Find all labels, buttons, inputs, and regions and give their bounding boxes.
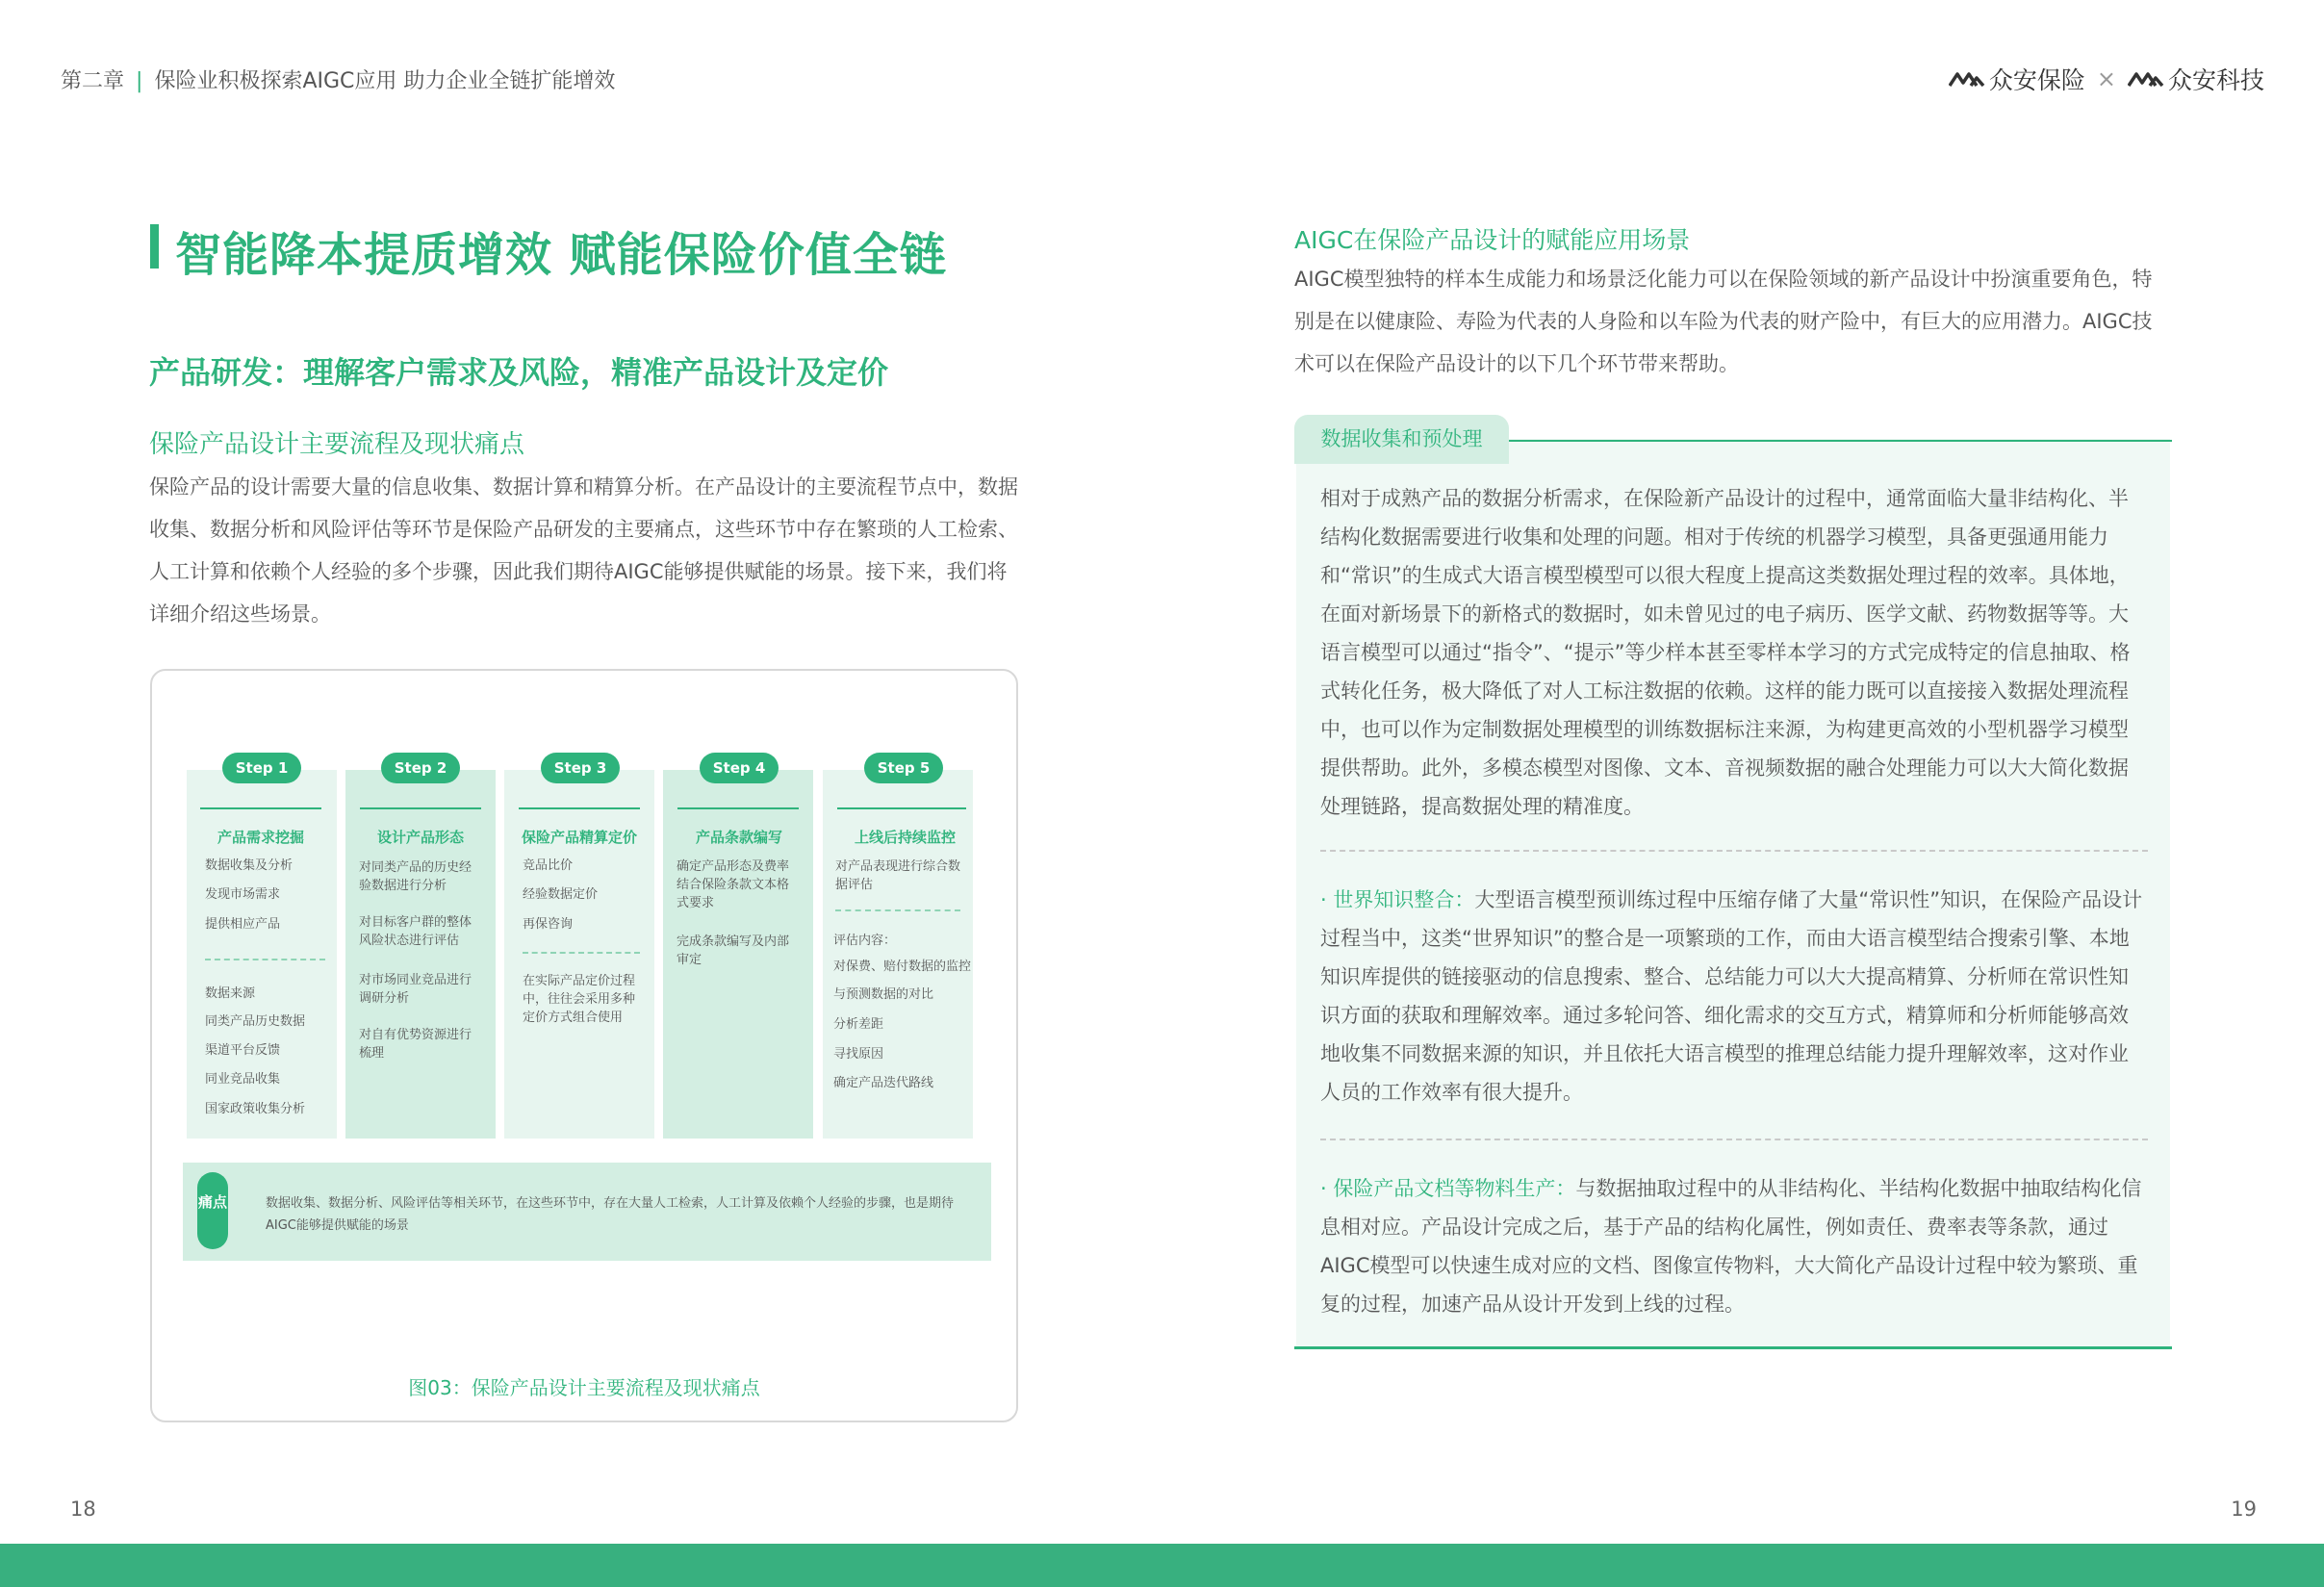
- right-intro-paragraph: AIGC模型独特的样本生成能力和场景泛化能力可以在保险领域的新产品设计中扮演重要角色，特别是在以健康险、寿险为代表的人身险和以车险为代表的财产险中，有巨大的应用潜力。AIGC技术可以在保险产品设计的以下几个环节带来帮助。: [1294, 268, 2153, 375]
- zhongan-logo-icon: [1949, 68, 1985, 90]
- step-1-divider: [200, 807, 321, 809]
- step-5-title: 上线后持续监控: [855, 829, 957, 846]
- logo-cross: ×: [2096, 65, 2116, 92]
- step-1-item: 数据来源: [205, 986, 256, 1001]
- step-3-item: 再保咨询: [523, 917, 574, 932]
- step-2-item: 对市场同业竞品进行调研分析: [359, 973, 472, 1006]
- step-column-3: [504, 770, 654, 1139]
- data-collection-paragraph: 相对于成熟产品的数据分析需求，在保险新产品设计的过程中，通常面临大量非结构化、半结构化数据需要进行收集和处理的问题。相对于传统的机器学习模型，具备更强通用能力和“常识”的生成式大语言模型模型可以很大程度上提高这类数据处理过程的效率。具体地，在面对新场景下的新格式的数据时，如未曾见过的电子病历、医学文献、药物数据等等。大语言模型可以通过“指令”、“提示”等少样本甚至零样本学习的方式完成特定的信息抽取、格式转化任务，极大降低了对人工标注数据的依赖。这样的能力既可以直接接入数据处理流程中，也可以作为定制数据处理模型的训练数据标注来源，为构建更高效的小型机器学习模型提供帮助。此外，多模态模型对图像、文本、音视频数据的融合处理能力可以大大简化数据处理链路，提高数据处理的精准度。: [1320, 487, 2131, 818]
- step-2-item: 对自有优势资源进行梳理: [359, 1028, 472, 1061]
- step-5-item: 确定产品迭代路线: [833, 1076, 934, 1090]
- chapter-label: 第二章: [61, 69, 125, 93]
- step-1-item: 发现市场需求: [205, 887, 281, 902]
- logo-tech-text: 众安科技: [2167, 66, 2264, 94]
- step-1-item: 同业竞品收集: [205, 1072, 281, 1087]
- document-production-paragraph: [1320, 1169, 2148, 1323]
- step-4-item: 完成条款编写及内部审定: [677, 934, 790, 967]
- dashed-separator: [1320, 1139, 2148, 1140]
- step-5-divider: [837, 807, 966, 809]
- footer-band: [0, 1544, 2324, 1587]
- step-1-item: 渠道平台反馈: [205, 1043, 281, 1058]
- pain-point-text: 数据收集、数据分析、风险评估等相关环节，在这些环节中，存在大量人工检索，人工计算及依赖个人经验的步骤，也是期待AIGC能够提供赋能的场景: [266, 1196, 955, 1233]
- step-5-item: 与预测数据的对比: [833, 987, 934, 1002]
- left-paragraph: 保险产品的设计需要大量的信息收集、数据计算和精算分析。在产品设计的主要流程节点中，数据收集、数据分析和风险评估等环节是保险产品研发的主要痛点，这些环节中存在繁琐的人工检索、人工计算和依赖个人经验的多个步骤，因此我们期待AIGC能够提供赋能的场景。接下来，我们将详细介绍这些场景。: [149, 475, 1018, 626]
- step-2-item: 对同类产品的历史经验数据进行分析: [359, 860, 472, 893]
- step-3-item: 经验数据定价: [523, 887, 599, 902]
- step-5-item: 分析差距: [833, 1017, 884, 1032]
- step-4-title: 产品条款编写: [696, 829, 783, 846]
- step-3-item: 在实际产品定价过程中，往往会采用多种定价方式组合使用: [523, 974, 636, 1025]
- step-5-item: 对保费、赔付数据的监控: [833, 960, 972, 974]
- document-production-text: 与数据抽取过程中的从非结构化、半结构化数据中抽取结构化信息相对应。产品设计完成之后，基于产品的结构化属性，例如责任、费率表等条款，通过AIGC模型可以快速生成对应的文档、图像宣传物料，大大简化产品设计过程中较为繁琐、重复的过程，加速产品从设计开发到上线的过程。: [1320, 1177, 2142, 1316]
- world-knowledge-heading: · 世界知识整合：: [1320, 888, 1475, 911]
- figure-caption: 图03：保险产品设计主要流程及现状痛点: [408, 1376, 760, 1399]
- step-5-dashed-divider: [835, 909, 960, 911]
- step-2-divider: [360, 807, 481, 809]
- pain-point-badge: 痛点: [197, 1172, 228, 1249]
- step-2-pill: Step 2: [381, 753, 460, 783]
- document-production-heading: · 保险产品文档等物料生产：: [1320, 1177, 1576, 1200]
- brand-logos: [1949, 62, 2264, 96]
- world-knowledge-text: 大型语言模型预训练过程中压缩存储了大量“常识性”知识，在保险产品设计过程当中，这类“世界知识”的整合是一项繁琐的工作，而由大语言模型结合搜索引擎、本地知识库提供的链接驱动的信息搜索、整合、总结能力可以大大提高精算、分析师在常识性知识方面的获取和理解效率。通过多轮问答、细化需求的交互方式，精算师和分析师能够高效地收集不同数据来源的知识，并且依托大语言模型的推理总结能力提升理解效率，这对作业人员的工作效率有很大提升。: [1320, 888, 2143, 1104]
- step-3-item: 竞品比价: [523, 858, 574, 873]
- chapter-header: [61, 64, 615, 94]
- section-subtitle: 产品研发：理解客户需求及风险，精准产品设计及定价: [149, 354, 889, 391]
- step-1-pill: Step 1: [222, 753, 301, 783]
- step-1-dashed-divider: [205, 959, 325, 960]
- section-heading: 保险产品设计主要流程及现状痛点: [149, 430, 525, 459]
- chapter-separator: |: [136, 69, 143, 93]
- world-knowledge-paragraph: [1320, 881, 2148, 1112]
- step-5-item: 评估内容：: [833, 934, 897, 948]
- step-5-item: 对产品表现进行综合数据评估: [835, 859, 961, 892]
- step-5-pill: Step 5: [864, 753, 943, 783]
- step-1-item: 提供相应产品: [205, 917, 281, 932]
- title-accent-bar: [150, 224, 159, 269]
- zhongan-tech-logo-icon: [2128, 68, 2164, 90]
- step-1-item: 国家政策收集分析: [205, 1102, 306, 1116]
- page-number-left: 18: [70, 1497, 96, 1521]
- step-4-pill: Step 4: [700, 753, 779, 783]
- step-1-item: 数据收集及分析: [205, 858, 294, 873]
- step-2-title: 设计产品形态: [377, 829, 465, 846]
- step-2-item: 对目标客户群的整体风险状态进行评估: [359, 915, 472, 948]
- step-3-title: 保险产品精算定价: [522, 829, 638, 846]
- step-3-divider: [519, 807, 640, 809]
- chapter-title: 保险业积极探索AIGC应用 助力企业全链扩能增效: [154, 69, 616, 93]
- right-section-heading: AIGC在保险产品设计的赋能应用场景: [1294, 226, 1691, 254]
- page-title: 智能降本提质增效 赋能保险价值全链: [175, 228, 947, 282]
- step-5-item: 寻找原因: [833, 1047, 884, 1062]
- step-4-divider: [677, 807, 799, 809]
- step-1-item: 同类产品历史数据: [205, 1014, 306, 1029]
- panel-bottom-rule: [1294, 1346, 2172, 1349]
- page-number-right: 19: [2231, 1497, 2257, 1521]
- step-3-pill: Step 3: [541, 753, 620, 783]
- step-column-2: [345, 770, 496, 1139]
- panel-tab-label: 数据收集和预处理: [1294, 415, 1509, 464]
- step-3-dashed-divider: [523, 952, 640, 954]
- dashed-separator: [1320, 850, 2148, 852]
- logo-insurance-text: 众安保险: [1988, 66, 2085, 94]
- step-1-title: 产品需求挖掘: [217, 829, 305, 846]
- step-4-item: 确定产品形态及费率结合保险条款文本格式要求: [677, 859, 790, 910]
